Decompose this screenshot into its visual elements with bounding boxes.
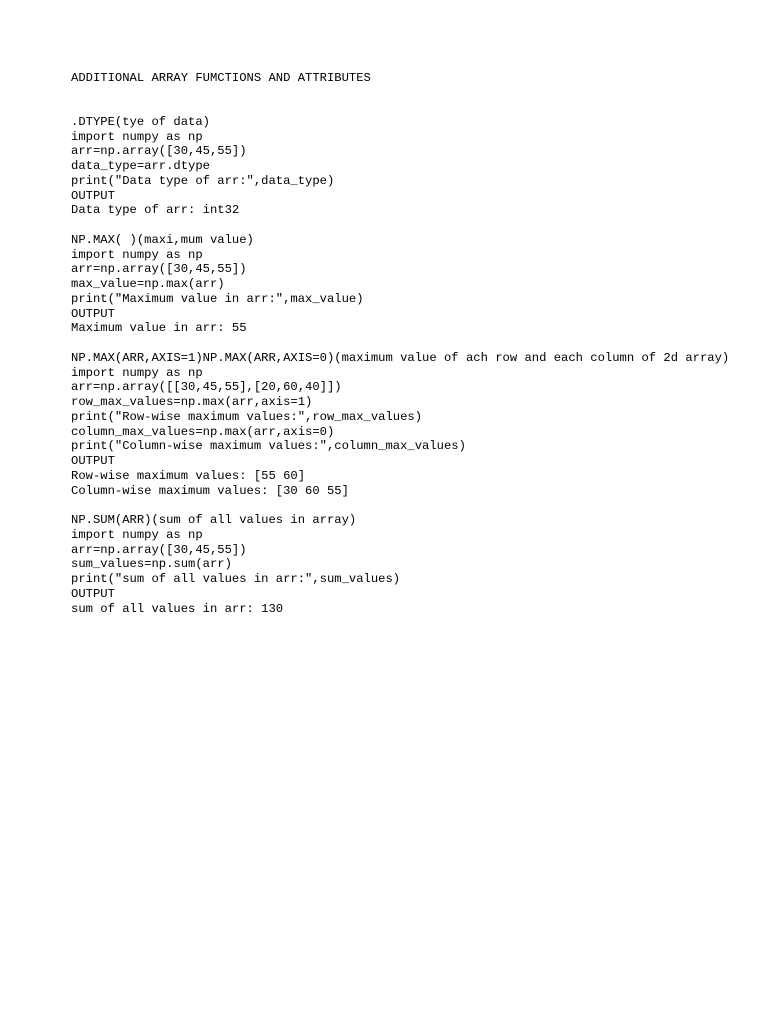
code-line: column_max_values=np.max(arr,axis=0) xyxy=(71,424,335,439)
code-line: arr=np.array([30,45,55]) xyxy=(71,262,247,277)
document-page xyxy=(71,71,731,631)
code-section xyxy=(71,233,731,336)
document-title: ADDITIONAL ARRAY FUMCTIONS AND ATTRIBUTES xyxy=(71,71,371,85)
code-line: import numpy as np xyxy=(71,247,203,262)
code-line: print("Column-wise maximum values:",column_max_values) xyxy=(71,439,466,454)
code-line: max_value=np.max(arr) xyxy=(71,277,225,291)
code-line: data_type=arr.dtype xyxy=(71,159,210,173)
code-line: sum_values=np.sum(arr) xyxy=(71,557,232,572)
code-section xyxy=(71,351,731,499)
code-line: print("Row-wise maximum values:",row_max_values) xyxy=(71,409,423,424)
code-line: arr=np.array([[30,45,55],[20,60,40]]) xyxy=(71,380,342,395)
code-line: print("Maximum value in arr:",max_value) xyxy=(71,291,364,306)
code-line: OUTPUT xyxy=(71,586,115,601)
code-line: print("sum of all values in arr:",sum_values) xyxy=(71,572,401,586)
code-line: Column-wise maximum values: [30 60 55] xyxy=(71,483,349,498)
code-line: print("Data type of arr:",data_type) xyxy=(71,173,335,188)
code-line: import numpy as np xyxy=(71,365,203,380)
document-body xyxy=(71,115,731,617)
code-line: arr=np.array([30,45,55]) xyxy=(71,542,247,557)
code-line: Data type of arr: int32 xyxy=(71,203,240,218)
section-heading: NP.MAX(ARR,AXIS=1)NP.MAX(ARR,AXIS=0)(maximum value of ach row and each column of 2d array) xyxy=(71,350,730,365)
code-line: import numpy as np xyxy=(71,129,203,144)
code-line: OUTPUT xyxy=(71,306,115,321)
section-heading: .DTYPE(tye of data) xyxy=(71,114,210,129)
code-line: sum of all values in arr: 130 xyxy=(71,601,284,616)
section-heading: NP.SUM(ARR)(sum of all values in array) xyxy=(71,513,357,527)
code-line: OUTPUT xyxy=(71,188,115,203)
code-line: import numpy as np xyxy=(71,527,203,542)
section-heading: NP.MAX( )(maxi,mum value) xyxy=(71,232,254,247)
code-section xyxy=(71,513,731,616)
code-line: OUTPUT xyxy=(71,454,115,468)
code-line: Maximum value in arr: 55 xyxy=(71,321,247,336)
code-line: arr=np.array([30,45,55]) xyxy=(71,144,247,159)
code-section xyxy=(71,115,731,218)
code-line: Row-wise maximum values: [55 60] xyxy=(71,468,306,483)
code-line: row_max_values=np.max(arr,axis=1) xyxy=(71,395,313,409)
